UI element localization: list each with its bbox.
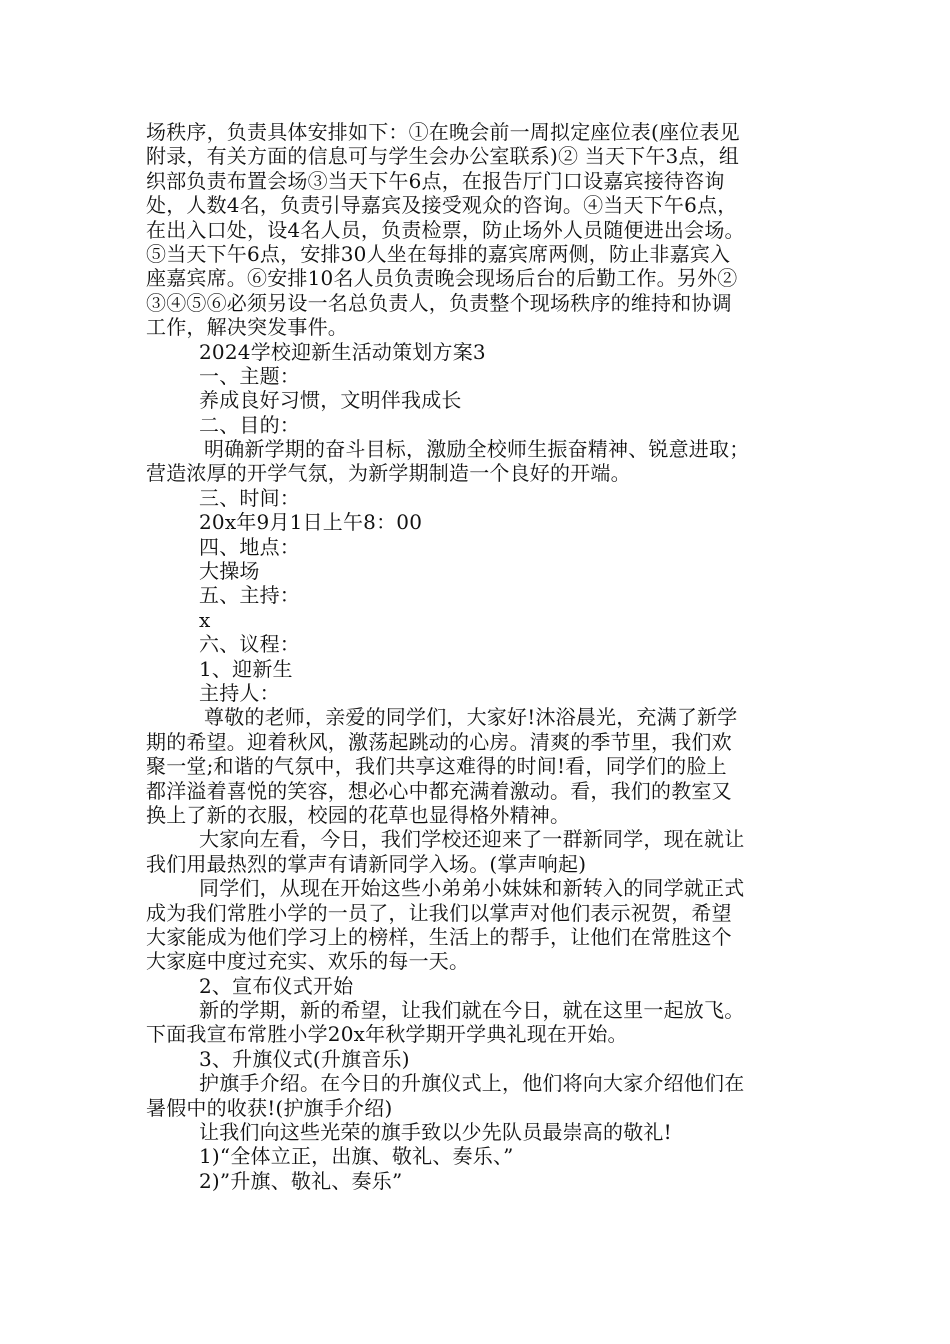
text-line: 大操场 (199, 559, 260, 584)
text-line: ⑤当天下午6点，安排30人坐在每排的嘉宾席两侧，防止非嘉宾入 (146, 241, 731, 266)
text-line: 2、宣布仪式开始 (199, 973, 354, 998)
text-line: 暑假中的收获!(护旗手介绍) (146, 1095, 393, 1120)
text-line: 四、地点： (199, 534, 300, 559)
text-line: 成为我们常胜小学的一员了，让我们以掌声对他们表示祝贺，希望 (146, 900, 732, 925)
text-line: 下面我宣布常胜小学20x年秋学期开学典礼现在开始。 (146, 1022, 628, 1047)
text-line: 尊敬的老师，亲爱的同学们，大家好!沐浴晨光，充满了新学 (204, 705, 738, 730)
text-line: 明确新学期的奋斗目标，激励全校师生振奋精神、锐意进取； (204, 437, 750, 462)
text-line: 在出入口处，设4名人员，负责检票，防止场外人员随便进出会场。 (146, 217, 745, 242)
text-line: 营造浓厚的开学气氛，为新学期制造一个良好的开端。 (146, 461, 631, 486)
text-line: 主持人： (199, 680, 280, 705)
text-line: 我们用最热烈的掌声有请新同学入场。(掌声响起) (146, 851, 587, 876)
text-line: 二、目的： (199, 412, 300, 437)
document-body (146, 120, 818, 1193)
text-line: 大家庭中度过充实、欢乐的每一天。 (146, 949, 470, 974)
text-line: 养成良好习惯，文明伴我成长 (199, 388, 462, 413)
text-line: 2024学校迎新生活动策划方案3 (199, 339, 486, 364)
text-line: 聚一堂;和谐的气氛中，我们共享这难得的时间!看，同学们的脸上 (146, 754, 727, 779)
text-line: 座嘉宾席。⑥安排10名人员负责晚会现场后台的后勤工作。另外② (146, 266, 738, 291)
text-line: 1)“全体立正，出旗、敬礼、奏乐、” (199, 1144, 514, 1169)
text-line: 三、时间： (199, 485, 300, 510)
text-line: 大家向左看，今日，我们学校还迎来了一群新同学，现在就让 (199, 827, 745, 852)
text-line: 大家能成为他们学习上的榜样，生活上的帮手，让他们在常胜这个 (146, 924, 732, 949)
text-line: 工作，解决突发事件。 (146, 315, 348, 340)
text-line: 场秩序，负责具体安排如下：①在晚会前一周拟定座位表(座位表见 (146, 120, 740, 144)
text-line: 新的学期，新的希望，让我们就在今日，就在这里一起放飞。 (199, 998, 745, 1023)
text-line: 护旗手介绍。在今日的升旗仪式上，他们将向大家介绍他们在 (199, 1071, 745, 1096)
text-line: 六、议程： (199, 632, 300, 657)
text-line: 附录，有关方面的信息可与学生会办公室联系)② 当天下午3点，组 (146, 144, 740, 169)
text-line: 让我们向这些光荣的旗手致以少先队员最崇高的敬礼! (199, 1120, 672, 1145)
text-line: 同学们，从现在开始这些小弟弟小妹妹和新转入的同学就正式 (199, 876, 745, 901)
text-line: 3、升旗仪式(升旗音乐) (199, 1046, 410, 1071)
text-line: 织部负责布置会场③当天下午6点，在报告厅门口设嘉宾接待咨询 (146, 168, 725, 193)
text-line: 五、主持： (199, 583, 300, 608)
text-line: 一、主题： (199, 363, 300, 388)
text-line: ③④⑤⑥必须另设一名总负责人，负责整个现场秩序的维持和协调 (146, 290, 732, 315)
text-line: x (199, 607, 211, 632)
text-line: 2)”升旗、敬礼、奏乐” (199, 1168, 403, 1193)
text-line: 换上了新的衣服，校园的花草也显得格外精神。 (146, 802, 571, 827)
text-line: 都洋溢着喜悦的笑容，想必心中都充满着激动。看，我们的教室又 (146, 778, 732, 803)
text-line: 1、迎新生 (199, 656, 293, 681)
text-line: 期的希望。迎着秋风，激荡起跳动的心房。清爽的季节里，我们欢 (146, 729, 732, 754)
text-line: 处，人数4名，负责引导嘉宾及接受观众的咨询。④当天下午6点， (146, 193, 738, 218)
text-line: 20x年9月1日上午8：00 (199, 510, 423, 535)
